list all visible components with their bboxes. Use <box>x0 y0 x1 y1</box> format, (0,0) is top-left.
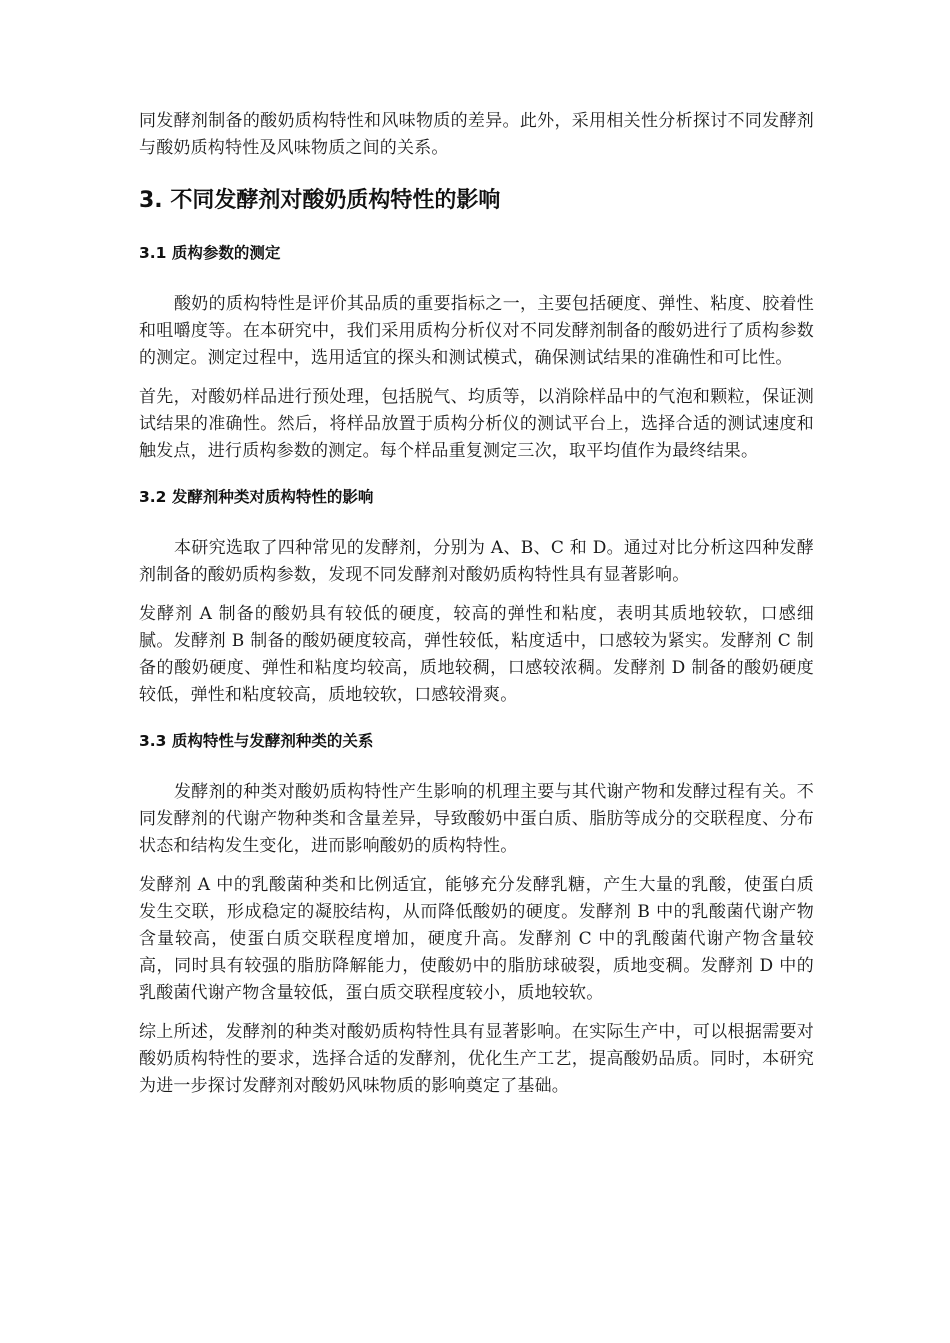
section-3-3-paragraph-2: 发酵剂 A 中的乳酸菌种类和比例适宜，能够充分发酵乳糖，产生大量的乳酸，使蛋白质发生交联，形成稳定的凝胶结构，从而降低酸奶的硬度。发酵剂 B 中的乳酸菌代谢产物含量较高，使蛋白质交联程度增加，硬度升高。发酵剂 C 中的乳酸菌代谢产物含量较高，同时具有较强的脂肪降解能力，使酸奶中的脂肪球破裂，质地变稠。发酵剂 D 中的乳酸菌代谢产物含量较低，蛋白质交联程度较小，质地较软。 <box>139 875 814 1003</box>
section-3-3-paragraph-1: 发酵剂的种类对酸奶质构特性产生影响的机理主要与其代谢产物和发酵过程有关。不同发酵剂的代谢产物种类和含量差异，导致酸奶中蛋白质、脂肪等成分的交联程度、分布状态和结构发生变化，进而影响酸奶的质构特性。 <box>139 782 814 856</box>
section-3-heading: 3. 不同发酵剂对酸奶质构特性的影响 <box>139 188 501 213</box>
section-3-2-paragraph-1: 本研究选取了四种常见的发酵剂，分别为 A、B、C 和 D。通过对比分析这四种发酵剂制备的酸奶质构参数，发现不同发酵剂对酸奶质构特性具有显著影响。 <box>139 538 814 585</box>
section-3-3-paragraph-3: 综上所述，发酵剂的种类对酸奶质构特性具有显著影响。在实际生产中，可以根据需要对酸奶质构特性的要求，选择合适的发酵剂，优化生产工艺，提高酸奶品质。同时，本研究为进一步探讨发酵剂对酸奶风味物质的影响奠定了基础。 <box>139 1022 814 1096</box>
section-3-1-paragraph-1: 酸奶的质构特性是评价其品质的重要指标之一，主要包括硬度、弹性、粘度、胶着性和咀嚼度等。在本研究中，我们采用质构分析仪对不同发酵剂制备的酸奶进行了质构参数的测定。测定过程中，选用适宜的探头和测试模式，确保测试结果的准确性和可比性。 <box>139 294 814 368</box>
section-3-2-paragraph-2: 发酵剂 A 制备的酸奶具有较低的硬度，较高的弹性和粘度，表明其质地较软，口感细腻。发酵剂 B 制备的酸奶硬度较高，弹性较低，粘度适中，口感较为紧实。发酵剂 C 制备的酸奶硬度、弹性和粘度均较高，质地较稠，口感较浓稠。发酵剂 D 制备的酸奶硬度较低，弹性和粘度较高，质地较软，口感较滑爽。 <box>139 604 814 705</box>
section-3-3-heading: 3.3 质构特性与发酵剂种类的关系 <box>139 732 374 750</box>
document-body <box>139 108 814 1100</box>
section-3-1-heading: 3.1 质构参数的测定 <box>139 244 281 262</box>
section-3-1-paragraph-2: 首先，对酸奶样品进行预处理，包括脱气、均质等，以消除样品中的气泡和颗粒，保证测试结果的准确性。然后，将样品放置于质构分析仪的测试平台上，选择合适的测试速度和触发点，进行质构参数的测定。每个样品重复测定三次，取平均值作为最终结果。 <box>139 387 814 461</box>
section-3-2-heading: 3.2 发酵剂种类对质构特性的影响 <box>139 488 374 506</box>
intro-paragraph: 同发酵剂制备的酸奶质构特性和风味物质的差异。此外，采用相关性分析探讨不同发酵剂与酸奶质构特性及风味物质之间的关系。 <box>139 111 814 158</box>
